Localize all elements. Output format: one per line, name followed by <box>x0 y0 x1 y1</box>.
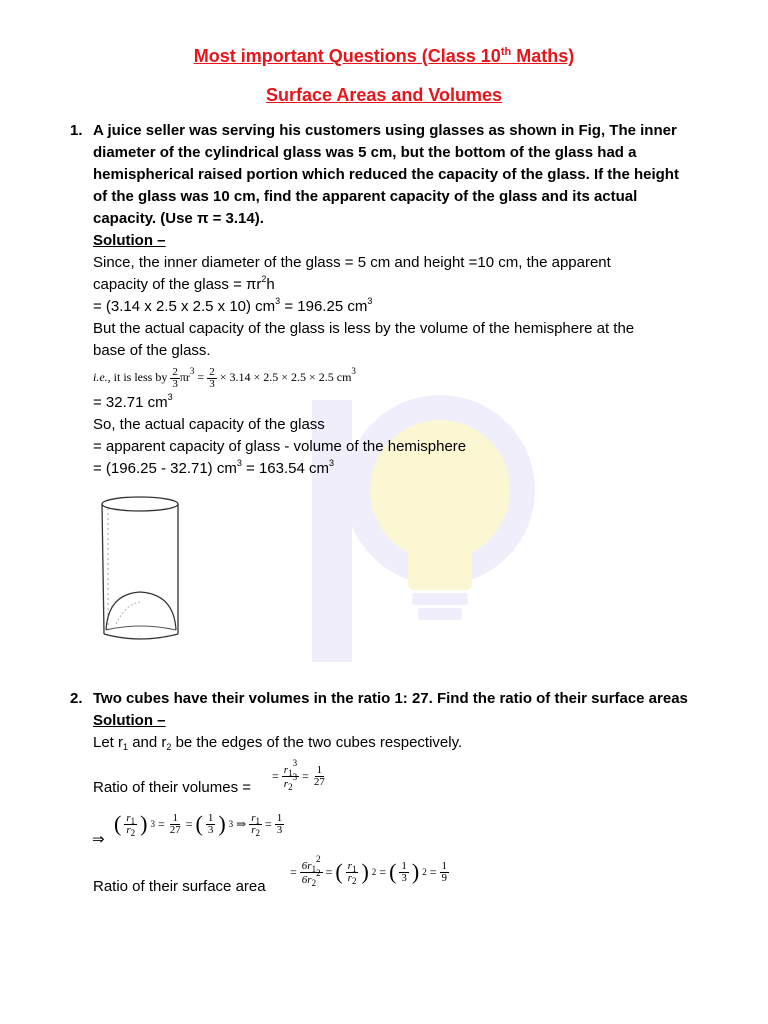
edge-ratio-formula: ( $\frac{r_1}{r_2}$ ) 3 = $\frac{1}{27}$ = ( $\frac{1}{3}$ ) 3 ⇒ $\frac{r_1}{r_2}$ = $\frac{1}{3}$ <box>114 811 283 838</box>
ratio-volumes-label: Ratio of their volumes = <box>93 779 251 796</box>
solution-2-label: Solution – <box>93 712 166 729</box>
solution-1-label: Solution – <box>93 232 166 249</box>
question-1-number: 1. <box>70 122 83 139</box>
question-1-text-line: of the glass was 10 cm, find the apparent capacity of the glass and its actual <box>93 188 638 205</box>
cylindrical-glass-figure-icon <box>96 494 186 644</box>
solution-1-line: = apparent capacity of glass - volume of the hemisphere <box>93 438 467 455</box>
question-2 <box>93 688 733 754</box>
ratio-surface-label: Ratio of their surface area <box>93 878 266 895</box>
solution-2-line: Let $r_1$ and $r_2$ be the edges of the two cubes respectively. <box>93 734 463 752</box>
hemisphere-volume-formula: i.e., it is less by $\frac{2}{3}$ $\pi r^3$ = $\frac{2}{3}$ × 3.14 × 2.5 × 2.5 × 2.5 $cm^3$ <box>93 365 356 390</box>
page-subtitle: Surface Areas and Volumes <box>265 85 503 105</box>
solution-1-line: = (3.14 x 2.5 x 2.5 x 10) $cm^3 = 196.25$ $cm^3$ <box>93 296 373 315</box>
surface-ratio-formula: = $\frac{6r_1^2}{6r_2^2}$ = ( $\frac{r_1}{r_2}$ ) 2 = ( $\frac{1}{3}$ ) 2 = $\frac{1}{9}$ <box>290 853 447 888</box>
solution-1-line: = (196.25 - 32.71) $cm^3 = 163.54$ $cm^3$ <box>93 458 334 477</box>
solution-1-line: Since, the inner diameter of the glass = 5 cm and height =10 cm, the apparent <box>93 254 611 271</box>
solution-1-line: So, the actual capacity of the glass <box>93 416 325 433</box>
solution-1-line: But the actual capacity of the glass is less by the volume of the hemisphere at the <box>93 320 635 337</box>
question-2-text: Two cubes have their volumes in the ratio 1: 27. Find the ratio of their surface areas <box>93 690 688 707</box>
question-1-text-line: A juice seller was serving his customers using glasses as shown in Fig, The inner <box>93 122 677 139</box>
question-1-text-line: hemispherical raised portion which reduced the capacity of the glass. If the height <box>93 166 679 183</box>
solution-1-line: base of the glass. <box>93 342 211 359</box>
page-title: Most important Questions (Class 10th Maths) <box>193 46 575 66</box>
implies-symbol: ⇒ <box>92 831 105 848</box>
solution-1-line: = 32.71 $cm^3$ <box>93 392 173 411</box>
question-1 <box>93 120 733 480</box>
question-1-text-line: diameter of the cylindrical glass was 5 cm, but the bottom of the glass had a <box>93 144 637 161</box>
volume-ratio-formula: = $\frac{r_1^3}{r_2^3}$ = $\frac{1}{27}$ <box>272 757 325 792</box>
question-1-text-line: capacity. (Use π = 3.14). <box>93 210 264 227</box>
solution-1-line: capacity of the glass = $\pi r^2h$ <box>93 274 275 293</box>
question-2-number: 2. <box>70 690 83 707</box>
